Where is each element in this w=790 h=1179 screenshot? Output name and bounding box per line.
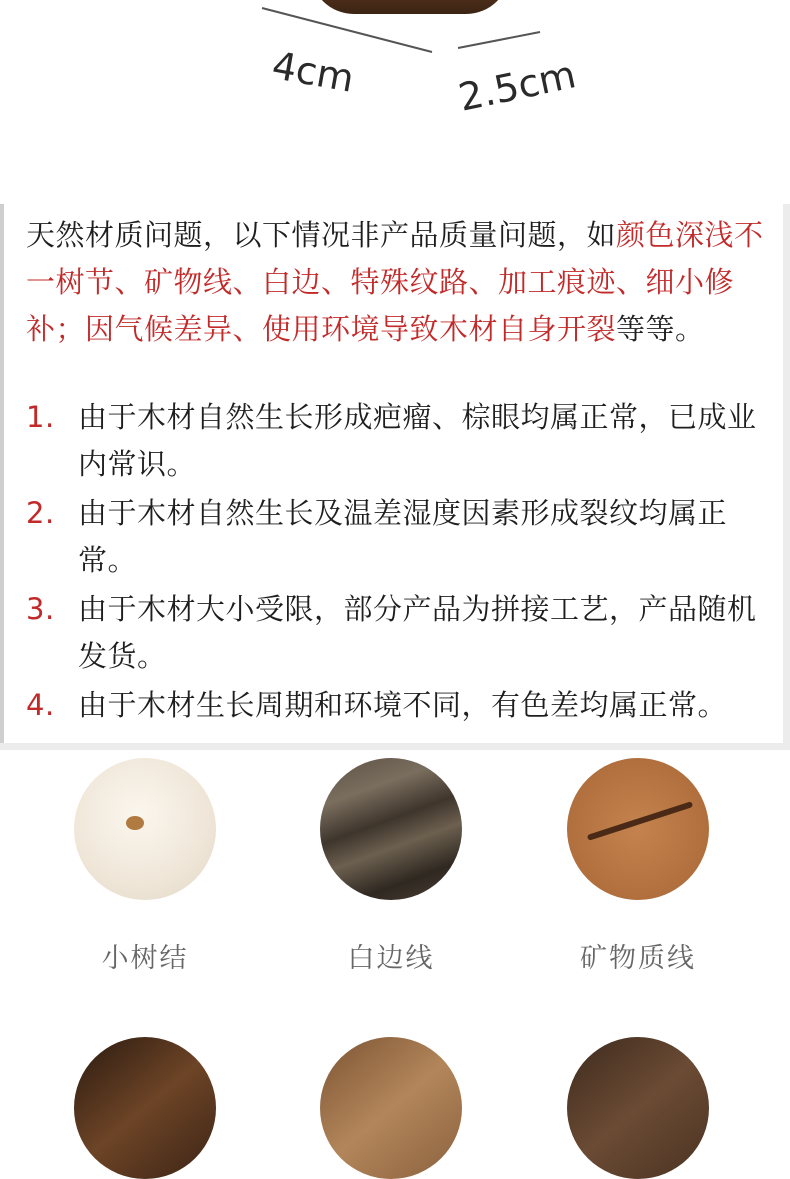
- dimension-diagram: [0, 0, 790, 180]
- sample-sapwood-line: [291, 758, 491, 975]
- quality-notice: [0, 204, 790, 750]
- item-number: 2.: [26, 496, 55, 530]
- sample-partial-6: [538, 1037, 738, 1179]
- dimension-lines: [0, 0, 790, 180]
- wood-sample-image: [320, 758, 462, 900]
- item-number: 1.: [26, 400, 55, 434]
- item-text: 由于木材生长周期和环境不同，有色差均属正常。: [78, 688, 728, 722]
- wood-sample-image: [567, 1037, 709, 1179]
- list-item: [26, 586, 782, 680]
- wood-samples: [0, 750, 790, 1096]
- list-item: [26, 490, 782, 584]
- item-number: 4.: [26, 688, 55, 722]
- notice-intro: [26, 212, 778, 353]
- width-label: 4cm: [268, 43, 358, 101]
- wood-sample-image: [74, 1037, 216, 1179]
- knot-mark: [126, 816, 144, 830]
- wood-sample-image: [74, 758, 216, 900]
- intro-end: 等等。: [616, 312, 705, 346]
- notice-accent-bar: [0, 204, 4, 743]
- sample-partial-4: [45, 1037, 245, 1179]
- item-text: 由于木材大小受限，部分产品为拼接工艺，产品随机发货。: [78, 592, 757, 673]
- sample-small-knot: [45, 758, 245, 975]
- intro-highlight: 颜色深浅不一树节、矿物线、白边、特殊纹路、加工痕迹、细小修补；因气候差异、使用环境导致木材自身开裂: [26, 218, 764, 346]
- sample-label: 小树结: [101, 943, 189, 974]
- mineral-streak: [587, 801, 693, 841]
- list-item: [26, 394, 782, 488]
- thickness-label: 2.5cm: [454, 52, 580, 120]
- sample-mineral-line: [538, 758, 738, 975]
- sample-label: 矿物质线: [580, 943, 696, 974]
- intro-plain: 天然材质问题，以下情况非产品质量问题，如: [26, 218, 617, 252]
- item-text: 由于木材自然生长及温差湿度因素形成裂纹均属正常。: [78, 496, 728, 577]
- sample-label: 白边线: [347, 943, 435, 974]
- list-item: [26, 682, 782, 729]
- notice-list: [26, 394, 782, 731]
- item-number: 3.: [26, 592, 55, 626]
- item-text: 由于木材自然生长形成疤瘤、棕眼均属正常，已成业内常识。: [78, 400, 757, 481]
- sample-partial-5: [291, 1037, 491, 1179]
- wood-sample-image: [567, 758, 709, 900]
- wood-sample-image: [320, 1037, 462, 1179]
